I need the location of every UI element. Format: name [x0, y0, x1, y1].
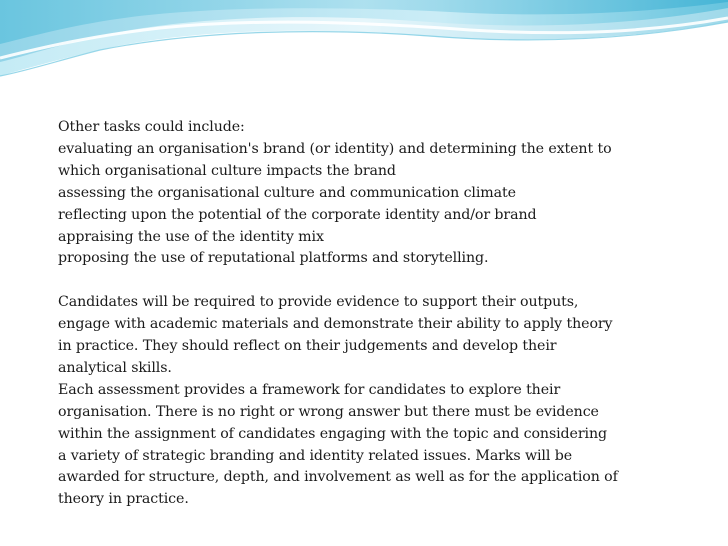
text-line: within the assignment of candidates engaging with the topic and considering [58, 425, 607, 442]
text-line: engage with academic materials and demonstrate their ability to apply theory [58, 316, 613, 333]
text-line: theory in practice. [58, 491, 189, 508]
text-line: evaluating an organisation's brand (or identity) and determining the extent to [58, 140, 612, 157]
text-line: proposing the use of reputational platforms and storytelling. [58, 250, 489, 267]
text-line: which organisational culture impacts the brand [58, 162, 396, 179]
paragraph-gap [58, 270, 698, 292]
text-line: assessing the organisational culture and communication climate [58, 184, 516, 201]
text-line: Each assessment provides a framework for candidates to explore their [58, 381, 561, 398]
text-line: reflecting upon the potential of the corporate identity and/or brand [58, 206, 537, 223]
text-line: appraising the use of the identity mix [58, 228, 324, 245]
text-line: analytical skills. [58, 359, 172, 376]
text-line: awarded for structure, depth, and involvement as well as for the application of [58, 469, 618, 486]
text-line: Other tasks could include: [58, 119, 245, 135]
text-line: a variety of strategic branding and identity related issues. Marks will be [58, 447, 572, 464]
text-line: in practice. They should reflect on their judgements and develop their [58, 338, 557, 355]
text-line: organisation. There is no right or wrong answer but there must be evidence [58, 403, 599, 420]
text-line: Candidates will be required to provide evidence to support their outputs, [58, 294, 579, 311]
slide-body-text [58, 117, 698, 511]
decorative-wave-header [0, 0, 728, 90]
